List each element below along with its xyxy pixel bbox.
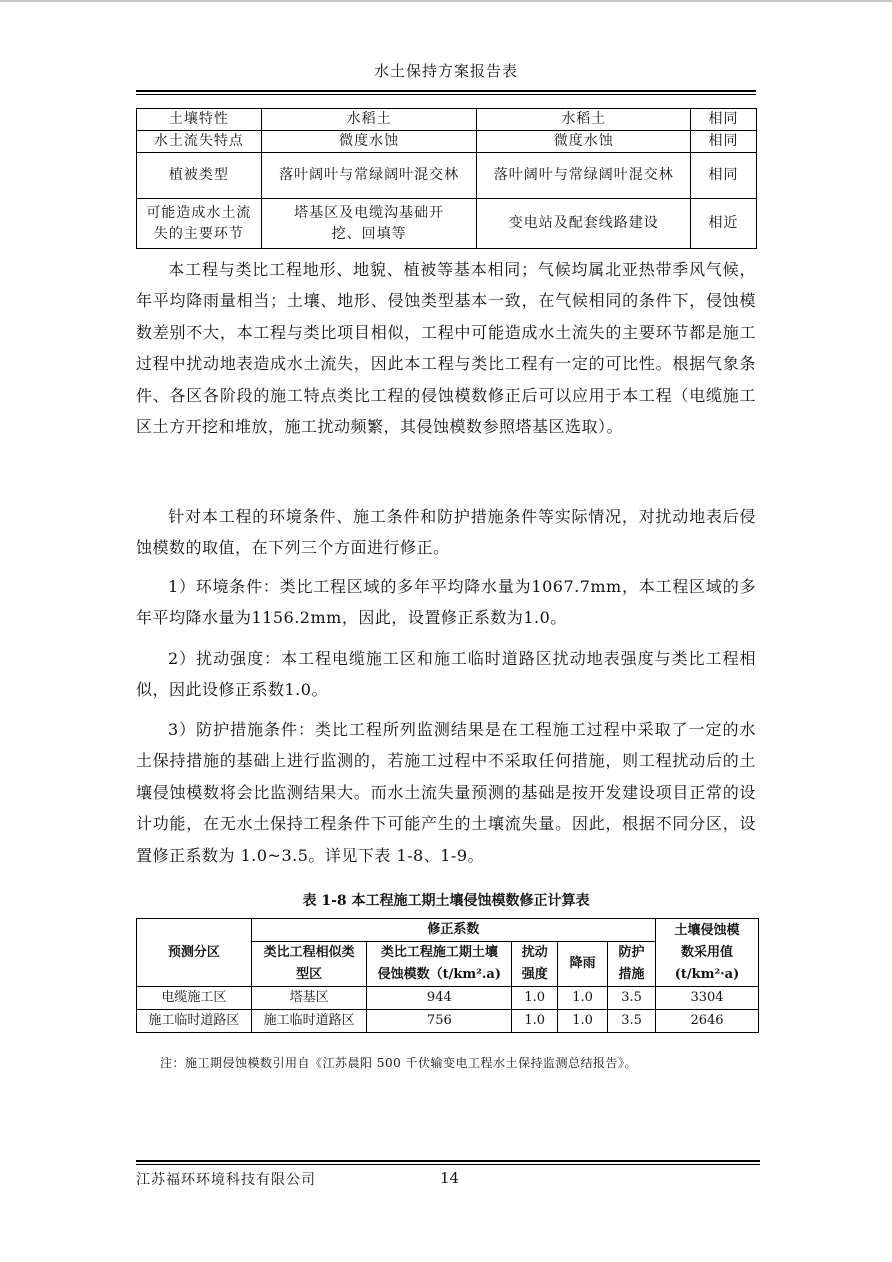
table-cell: 3.5	[608, 1010, 656, 1033]
table-row	[137, 109, 757, 131]
table-cell: 植被类型	[137, 153, 262, 199]
header-correction-coef: 修正系数	[251, 919, 655, 942]
table-cell: 1.0	[558, 1010, 608, 1033]
table-note: 注：施工期侵蚀模数引用自《江苏晨阳 500 千伏输变电工程水土保持监测总结报告》。	[160, 1056, 638, 1070]
table-cell: 相同	[691, 153, 757, 199]
table-cell: 相近	[691, 199, 757, 249]
page-number: 14	[440, 1169, 460, 1187]
header-zone: 预测分区	[137, 919, 252, 987]
table-row	[137, 131, 757, 153]
table-cell: 可能造成水土流失的主要环节	[137, 199, 262, 249]
table-cell: 落叶阔叶与常绿阔叶混交林	[261, 153, 477, 199]
header-rule	[136, 90, 756, 92]
header-disturbance: 扰动 强度	[512, 942, 558, 987]
table-cell: 1.0	[558, 987, 608, 1010]
page-header-title: 水土保持方案报告表	[373, 62, 518, 80]
table-cell: 水稻土	[477, 109, 691, 131]
table-cell: 1.0	[512, 987, 558, 1010]
table-cell: 施工临时道路区	[251, 1010, 367, 1033]
table-cell: 微度水蚀	[477, 131, 691, 153]
paragraph-text: 3）防护措施条件：类比工程所列监测结果是在工程施工过程中采取了一定的水土保持措施的基础上进行监测的，若施工过程中不采取任何措施，则工程扰动后的土壤侵蚀模数将会比监测结果大。而水土流失量预测的基础是按开发建设项目正常的设计功能，在无水土保持工程条件下可能产生的土壤流失量。因此，根据不同分区，设置修正系数为 1.0~3.5。详见下表 1-8、1-9。	[136, 720, 756, 865]
paragraph-text: 1）环境条件：类比工程区域的多年平均降水量为1067.7mm，本工程区域的多年平均降水量为1156.2mm，因此，设置修正系数为1.0。	[136, 577, 756, 628]
body-paragraph	[136, 571, 756, 634]
table-row	[137, 153, 757, 199]
table-cell: 微度水蚀	[261, 131, 477, 153]
table-cell: 水土流失特点	[137, 131, 262, 153]
header-rainfall: 降雨	[558, 942, 608, 987]
header-protection: 防护 措施	[608, 942, 656, 987]
table-cell: 2646	[656, 1010, 759, 1033]
table-row	[137, 199, 757, 249]
paragraph-text: 针对本工程的环境条件、施工条件和防护措施条件等实际情况，对扰动地表后侵蚀模数的取值，在下列三个方面进行修正。	[136, 507, 756, 558]
table-row	[137, 987, 759, 1010]
table-cell: 水稻土	[261, 109, 477, 131]
table-cell: 塔基区及电缆沟基础开挖、回填等	[261, 199, 477, 249]
header-adopted-value: 土壤侵蚀模 数采用值 (t/km²·a)	[656, 919, 759, 987]
table-cell: 施工临时道路区	[137, 1010, 252, 1033]
table-cell: 电缆施工区	[137, 987, 252, 1010]
header-analog-modulus: 类比工程施工期土壤 侵蚀模数（t/km².a)	[367, 942, 512, 987]
table-cell: 756	[367, 1010, 512, 1033]
table-cell: 相同	[691, 109, 757, 131]
table-row	[137, 1010, 759, 1033]
page-top-border	[0, 0, 892, 2]
body-paragraph	[136, 254, 756, 442]
table-cell: 土壤特性	[137, 109, 262, 131]
paragraph-text: 2）扰动强度：本工程电缆施工区和施工临时道路区扰动地表强度与类比工程相似，因此设修正系数1.0。	[136, 649, 756, 700]
paragraph-text: 本工程与类比工程地形、地貌、植被等基本相同；气候均属北亚热带季风气候，年平均降雨量相当；土壤、地形、侵蚀类型基本一致，在气候相同的条件下，侵蚀模数差别不大，本工程与类比项目相似，工程中可能造成水土流失的主要环节都是施工过程中扰动地表造成水土流失，因此本工程与类比工程有一定的可比性。根据气象条件、各区各阶段的施工特点类比工程的侵蚀模数修正后可以应用于本工程（电缆施工区土方开挖和堆放，施工扰动频繁，其侵蚀模数参照塔基区选取）。	[136, 260, 756, 437]
table-cell: 相同	[691, 131, 757, 153]
table-cell: 944	[367, 987, 512, 1010]
header-rule-thin	[136, 94, 756, 95]
table-header-row	[137, 919, 759, 942]
erosion-modulus-table	[136, 918, 759, 1033]
footer-rule-thin	[136, 1164, 760, 1165]
table-cell: 1.0	[512, 1010, 558, 1033]
table-cell: 3.5	[608, 987, 656, 1010]
body-paragraph	[136, 501, 756, 564]
header-similar-zone: 类比工程相似类 型区	[251, 942, 367, 987]
body-paragraph	[136, 714, 756, 871]
footer-rule	[136, 1160, 760, 1162]
table-cell: 塔基区	[251, 987, 367, 1010]
footer-company: 江苏福环环境科技有限公司	[136, 1172, 316, 1188]
body-paragraph	[136, 643, 756, 706]
table-cell: 变电站及配套线路建设	[477, 199, 691, 249]
table-cell: 3304	[656, 987, 759, 1010]
table-cell: 落叶阔叶与常绿阔叶混交林	[477, 153, 691, 199]
comparison-table	[136, 108, 757, 249]
table-caption: 表 1-8 本工程施工期土壤侵蚀模数修正计算表	[302, 893, 590, 909]
